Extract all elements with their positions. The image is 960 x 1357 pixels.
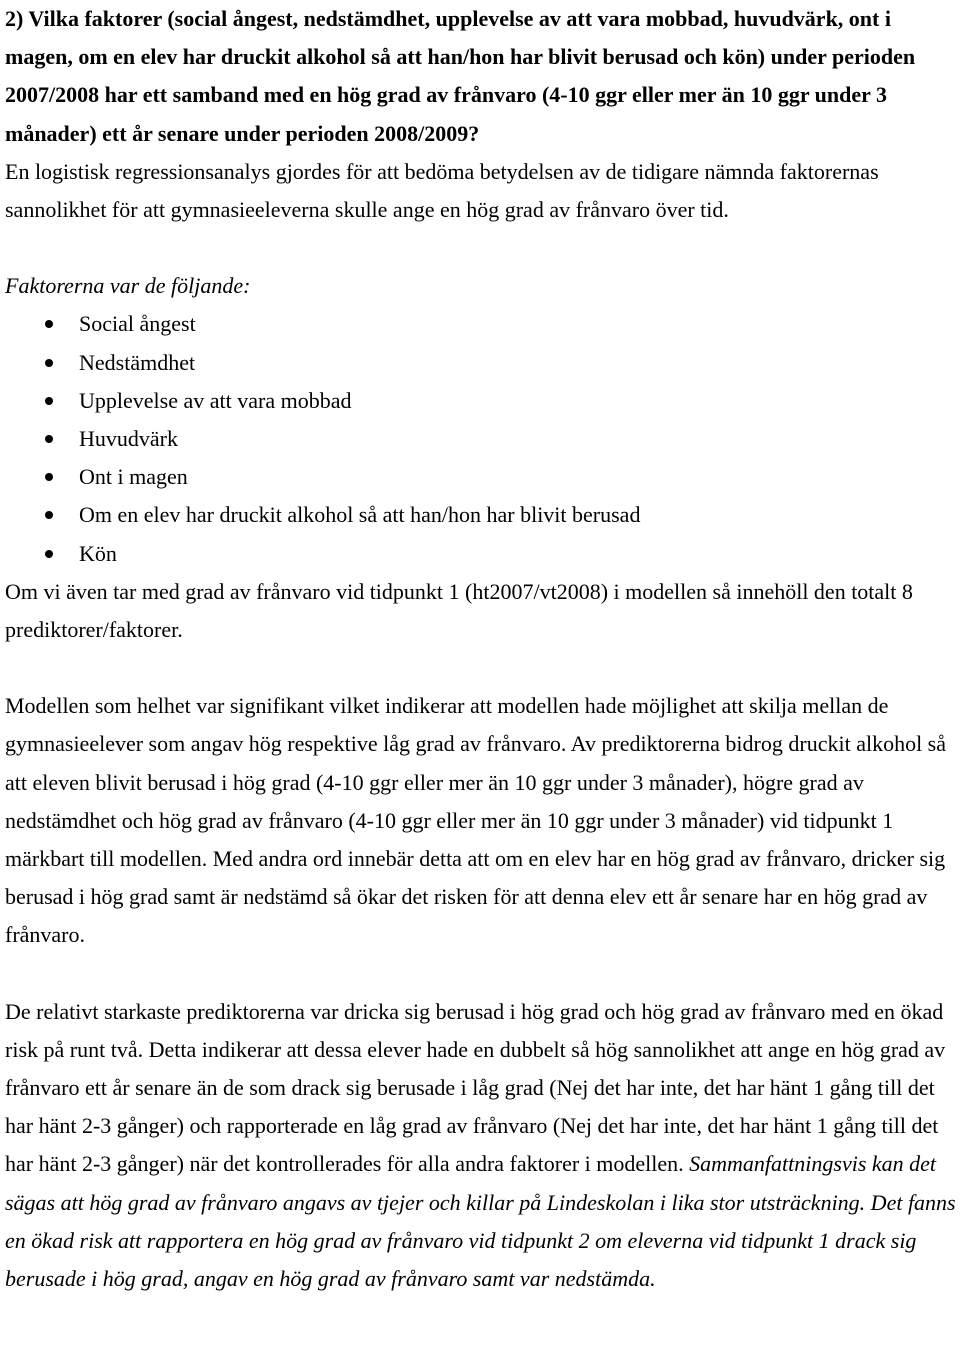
- list-item: [5, 344, 956, 382]
- list-item: [5, 535, 956, 573]
- bullet-icon: [45, 435, 53, 443]
- model-paragraph: Modellen som helhet var signifikant vilket indikerar att modellen hade möjlighet att skilja mellan de gymnasieelever som angav hög respektive låg grad av frånvaro. Av prediktorerna bidrog druckit alkohol så att eleven blivit berusad i hög grad (4-10 ggr eller mer än 10 ggr under 3 månader), högre grad av nedstämdhet och hög grad av frånvaro (4-10 ggr eller mer än 10 ggr under 3 månader) vid tidpunkt 1 märkbart till modellen. Med andra ord innebär detta att om en elev har en hög grad av frånvaro, dricker sig berusad i hög grad samt är nedstämd så ökar det risken för att denna elev ett år senare har en hög grad av frånvaro.: [5, 693, 947, 948]
- bullet-icon: [45, 397, 53, 405]
- strongest-text: De relativt starkaste prediktorerna var dricka sig berusad i hög grad och hög grad av frånvaro med en ökad risk på runt två. Detta indikerar att dessa elever hade en dubbelt så hög sannolikhet att ange en hög grad av frånvaro ett år senare än de som drack sig berusade i låg grad (Nej det har inte, det har hänt 1 gång till det har hänt 2-3 gånger) och rapporterade en låg grad av frånvaro (Nej det har inte, det har hänt 1 gång till det har hänt 2-3 gånger) när det kontrollerades för alla andra faktorer i modellen.: [5, 998, 946, 1177]
- factors-list: [5, 305, 956, 572]
- bullet-icon: [45, 511, 53, 519]
- list-item: [5, 305, 956, 343]
- list-item-label: Nedstämdhet: [79, 349, 196, 375]
- intro-paragraph: En logistisk regressionsanalys gjordes för att bedöma betydelsen av de tidigare nämnda faktorernas sannolikhet för att gymnasieeleverna skulle ange en hög grad av frånvaro över tid.: [5, 158, 879, 223]
- bullet-icon: [45, 550, 53, 558]
- list-item-label: Social ångest: [79, 311, 196, 337]
- list-item-label: Upplevelse av att vara mobbad: [79, 387, 352, 413]
- list-item-label: Kön: [79, 540, 117, 566]
- list-item: [5, 382, 956, 420]
- list-item: [5, 458, 956, 496]
- list-item-label: Ont i magen: [79, 464, 188, 490]
- question-heading: 2) Vilka faktorer (social ångest, nedstämdhet, upplevelse av att vara mobbad, huvudvärk, ont i magen, om en elev har druckit alkohol så att han/hon har blivit berusad och kön) under perioden 2007/2008 har ett samband med en hög grad av frånvaro (4-10 ggr eller mer än 10 ggr under 3 månader) ett år senare under perioden 2008/2009?: [5, 6, 916, 146]
- strongest-paragraph: [5, 993, 956, 1299]
- summary-text: Sammanfattningsvis kan det sägas att hög grad av frånvaro angavs av tjejer och killar på Lindeskolan i lika stor utsträckning. Det fanns en ökad risk att rapportera en hög grad av frånvaro vid tidpunkt 2 om eleverna vid tidpunkt 1 drack sig berusade i hög grad, angav en hög grad av frånvaro samt var nedstämda.: [5, 1151, 956, 1291]
- bullet-icon: [45, 359, 53, 367]
- factors-title: Faktorerna var de följande:: [5, 273, 251, 299]
- predictors-note: Om vi även tar med grad av frånvaro vid tidpunkt 1 (ht2007/vt2008) i modellen så innehöll den totalt 8 prediktorer/faktorer.: [5, 578, 913, 642]
- list-item-label: Om en elev har druckit alkohol så att han/hon har blivit berusad: [79, 502, 641, 528]
- bullet-icon: [45, 320, 53, 328]
- list-item: [5, 420, 956, 458]
- bullet-icon: [45, 473, 53, 481]
- list-item-label: Huvudvärk: [79, 425, 178, 451]
- list-item: [5, 496, 956, 534]
